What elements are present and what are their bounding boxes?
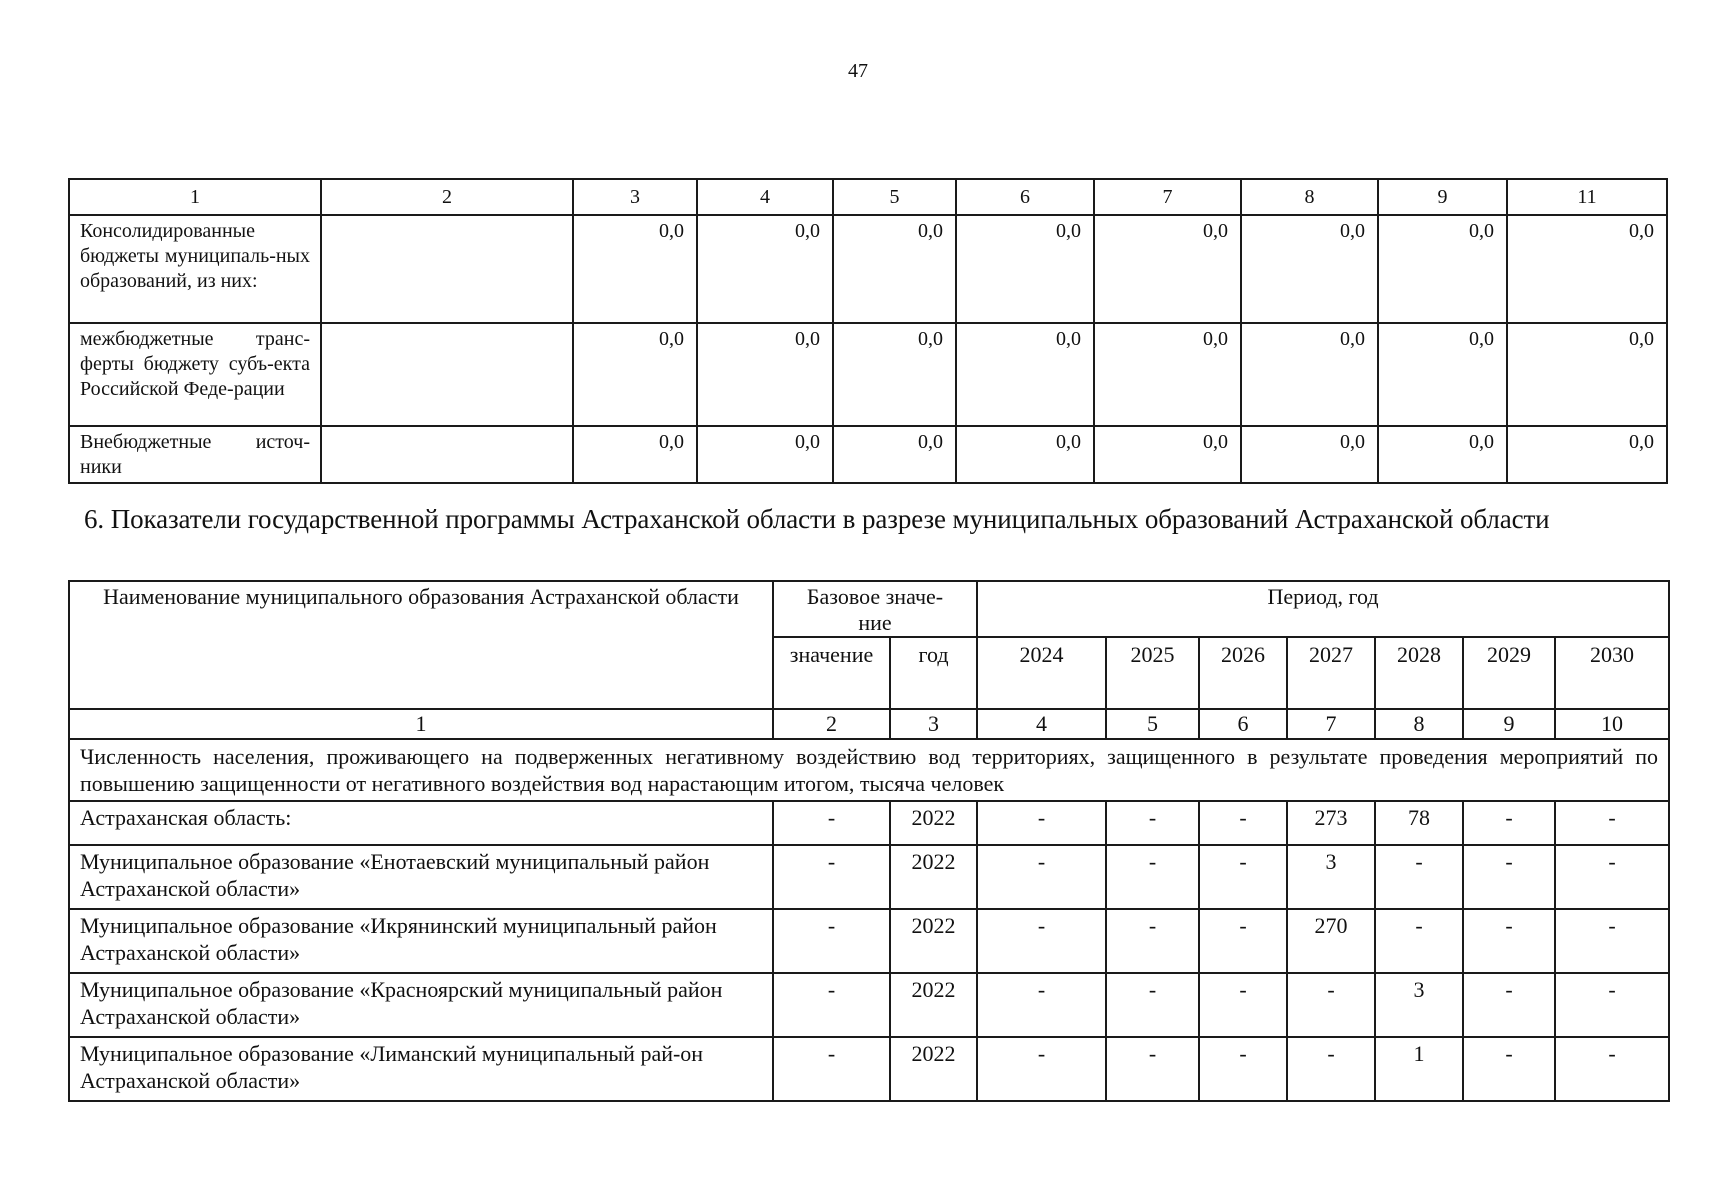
column-number: 8	[1375, 709, 1463, 739]
budget-row	[69, 426, 1667, 483]
period-cell: -	[1555, 845, 1669, 909]
budget-col-header: 4	[697, 179, 833, 215]
period-cell: -	[1287, 1037, 1375, 1101]
period-cell: -	[1555, 973, 1669, 1037]
column-number: 9	[1463, 709, 1555, 739]
budget-col-header: 6	[956, 179, 1094, 215]
budget-cell: 0,0	[1378, 323, 1507, 426]
header-year-2028: 2028	[1375, 637, 1463, 709]
period-cell: 1	[1375, 1037, 1463, 1101]
budget-table-header-row	[69, 179, 1667, 215]
base-value-cell: -	[773, 1037, 890, 1101]
budget-col-header: 2	[321, 179, 573, 215]
period-cell: -	[977, 973, 1106, 1037]
municipality-name: Муниципальное образование «Енотаевский муниципальный район Астраханской области»	[69, 845, 773, 909]
period-cell: -	[1463, 973, 1555, 1037]
indicator-text: Численность населения, проживающего на подверженных негативному воздействию вод территориях, защищенного в результате проведения мероприятий по повышению защищенности от негативного воздействия вод нарастающим итогом, тысяча человек	[69, 739, 1669, 801]
base-value-cell: -	[773, 909, 890, 973]
period-cell: -	[1199, 909, 1287, 973]
budget-cell: 0,0	[573, 426, 697, 483]
period-cell: -	[1463, 801, 1555, 845]
header-year: год	[890, 637, 977, 709]
period-cell: -	[1375, 909, 1463, 973]
period-cell: -	[1106, 845, 1199, 909]
header-period: Период, год	[977, 581, 1669, 637]
period-cell: -	[1555, 909, 1669, 973]
budget-cell: 0,0	[573, 215, 697, 323]
table-row	[69, 1037, 1669, 1101]
period-cell: -	[1106, 801, 1199, 845]
period-cell: -	[1463, 845, 1555, 909]
budget-col-header: 7	[1094, 179, 1241, 215]
period-cell: -	[1106, 973, 1199, 1037]
budget-cell: 0,0	[697, 426, 833, 483]
header-year-2030: 2030	[1555, 637, 1669, 709]
header-year-2025: 2025	[1106, 637, 1199, 709]
base-value-cell: -	[773, 973, 890, 1037]
budget-cell: 0,0	[1094, 323, 1241, 426]
municipality-name: Муниципальное образование «Икрянинский муниципальный район Астраханской области»	[69, 909, 773, 973]
column-number: 10	[1555, 709, 1669, 739]
column-number: 7	[1287, 709, 1375, 739]
period-cell: -	[1555, 801, 1669, 845]
header-municipality-name: Наименование муниципального образования Астраханской области	[69, 581, 773, 709]
budget-row-label: Консолидированные бюджеты муниципаль-ных образований, из них:	[69, 215, 321, 323]
budget-cell: 0,0	[1507, 426, 1667, 483]
column-number: 5	[1106, 709, 1199, 739]
period-cell: -	[977, 845, 1106, 909]
budget-cell: 0,0	[697, 215, 833, 323]
budget-cell: 0,0	[956, 426, 1094, 483]
budget-col-header: 3	[573, 179, 697, 215]
table-row	[69, 973, 1669, 1037]
column-number: 2	[773, 709, 890, 739]
budget-cell: 0,0	[833, 426, 956, 483]
budget-cell: 0,0	[956, 323, 1094, 426]
indicators-table	[68, 580, 1670, 1102]
base-year-cell: 2022	[890, 909, 977, 973]
municipality-name: Муниципальное образование «Красноярский муниципальный район Астраханской области»	[69, 973, 773, 1037]
period-cell: 3	[1375, 973, 1463, 1037]
budget-row	[69, 323, 1667, 426]
budget-cell: 0,0	[833, 323, 956, 426]
header-year-2026: 2026	[1199, 637, 1287, 709]
period-cell: -	[1287, 973, 1375, 1037]
budget-table	[68, 178, 1668, 484]
budget-cell: 0,0	[573, 323, 697, 426]
period-cell: 273	[1287, 801, 1375, 845]
budget-col-header: 9	[1378, 179, 1507, 215]
budget-cell: 0,0	[956, 215, 1094, 323]
budget-row-label: Внебюджетные источ-ники	[69, 426, 321, 483]
budget-col-header: 11	[1507, 179, 1667, 215]
budget-cell: 0,0	[1094, 215, 1241, 323]
base-year-cell: 2022	[890, 801, 977, 845]
header-year-2027: 2027	[1287, 637, 1375, 709]
period-cell: -	[1555, 1037, 1669, 1101]
column-number: 1	[69, 709, 773, 739]
section-title: 6. Показатели государственной программы Астраханской области в разрезе муниципальных образований Астраханской области	[84, 504, 1550, 534]
period-cell: -	[977, 801, 1106, 845]
indicator-row	[69, 739, 1669, 801]
period-cell: -	[1199, 1037, 1287, 1101]
base-value-cell: -	[773, 845, 890, 909]
budget-cell: 0,0	[697, 323, 833, 426]
budget-cell: 0,0	[833, 215, 956, 323]
table-row	[69, 801, 1669, 845]
period-cell: 3	[1287, 845, 1375, 909]
budget-row-label: межбюджетные транс-ферты бюджету субъ-екта Российской Феде-рации	[69, 323, 321, 426]
column-number: 6	[1199, 709, 1287, 739]
budget-cell: 0,0	[1507, 215, 1667, 323]
indicators-header-row	[69, 581, 1669, 637]
column-number-row	[69, 709, 1669, 739]
base-year-cell: 2022	[890, 973, 977, 1037]
period-cell: -	[1199, 845, 1287, 909]
budget-col-header: 8	[1241, 179, 1378, 215]
period-cell: -	[1106, 909, 1199, 973]
period-cell: -	[1463, 909, 1555, 973]
budget-cell: 0,0	[1378, 426, 1507, 483]
period-cell: -	[1199, 801, 1287, 845]
header-base-value: Базовое значе-ние	[773, 581, 977, 637]
municipality-name: Астраханская область:	[69, 801, 773, 845]
page-number: 47	[848, 60, 868, 82]
period-cell: -	[1106, 1037, 1199, 1101]
budget-cell	[321, 426, 573, 483]
table-row	[69, 845, 1669, 909]
budget-cell	[321, 215, 573, 323]
period-cell: -	[1375, 845, 1463, 909]
budget-col-header: 1	[69, 179, 321, 215]
table-row	[69, 909, 1669, 973]
base-year-cell: 2022	[890, 845, 977, 909]
budget-cell	[321, 323, 573, 426]
period-cell: -	[1463, 1037, 1555, 1101]
header-value: значение	[773, 637, 890, 709]
column-number: 3	[890, 709, 977, 739]
budget-cell: 0,0	[1241, 215, 1378, 323]
budget-cell: 0,0	[1507, 323, 1667, 426]
budget-cell: 0,0	[1241, 323, 1378, 426]
base-value-cell: -	[773, 801, 890, 845]
budget-cell: 0,0	[1094, 426, 1241, 483]
period-cell: -	[1199, 973, 1287, 1037]
budget-cell: 0,0	[1378, 215, 1507, 323]
header-year-2024: 2024	[977, 637, 1106, 709]
column-number: 4	[977, 709, 1106, 739]
period-cell: -	[977, 909, 1106, 973]
header-year-2029: 2029	[1463, 637, 1555, 709]
budget-col-header: 5	[833, 179, 956, 215]
period-cell: 78	[1375, 801, 1463, 845]
period-cell: 270	[1287, 909, 1375, 973]
budget-cell: 0,0	[1241, 426, 1378, 483]
base-year-cell: 2022	[890, 1037, 977, 1101]
municipality-name: Муниципальное образование «Лиманский муниципальный рай-он Астраханской области»	[69, 1037, 773, 1101]
budget-row	[69, 215, 1667, 323]
period-cell: -	[977, 1037, 1106, 1101]
